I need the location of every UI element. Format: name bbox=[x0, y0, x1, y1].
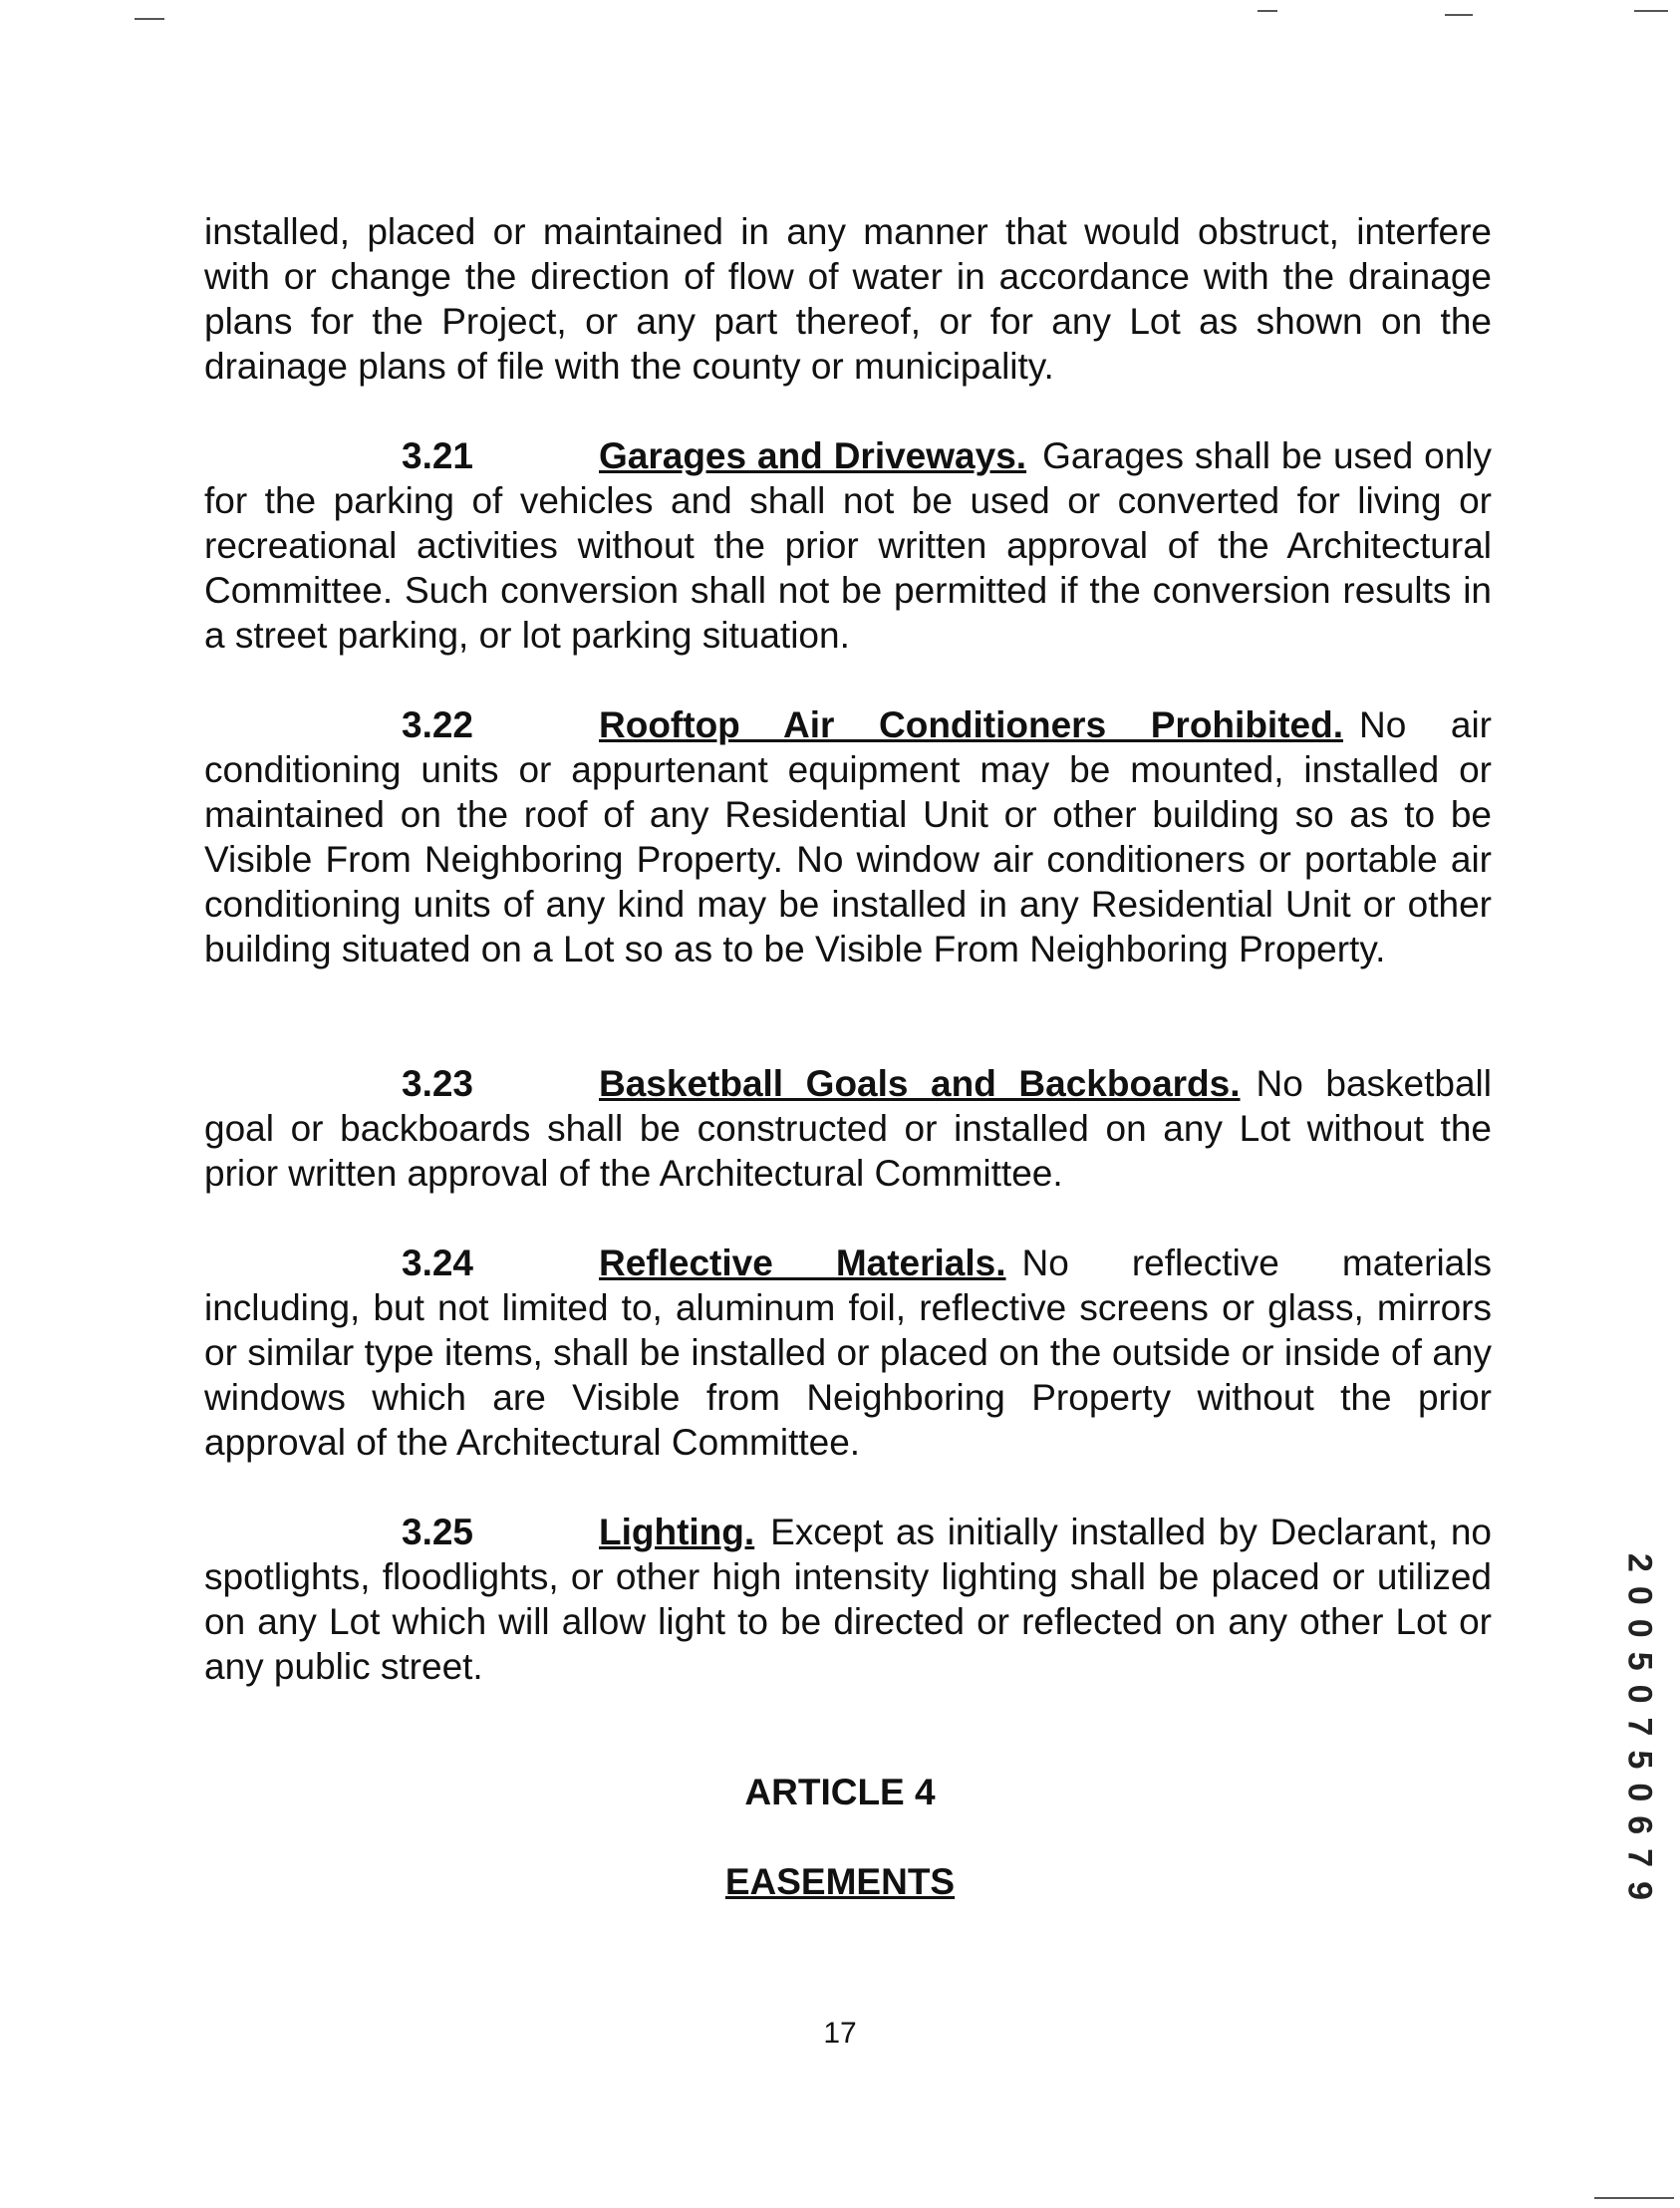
section-body: Except as initially installed by Declarant, no spotlights, floodlights, or other high intensity lighting shall be placed or utilized on any Lot which will allow light to be directed or reflected on any other Lot or any public street. bbox=[204, 1512, 1492, 1687]
section-number: 3.21 bbox=[402, 435, 474, 476]
section-number: 3.23 bbox=[402, 1063, 474, 1104]
section-3-21 bbox=[204, 433, 1492, 658]
section-body: Garages shall be used only for the parking of vehicles and shall not be used or converted for living or recreational activities without the prior written approval of the Architectural Committee. Such conversion shall not be permitted if the conversion results in a street parking, or lot parking situation. bbox=[204, 435, 1493, 656]
section-number: 3.24 bbox=[402, 1242, 474, 1283]
article-title bbox=[0, 1861, 1680, 1903]
section-title: Rooftop Air Conditioners Prohibited. bbox=[599, 704, 1343, 745]
section-3-22 bbox=[204, 702, 1492, 971]
scan-mark bbox=[1258, 10, 1277, 12]
continuation-text: installed, placed or maintained in any manner that would obstruct, interfere with or change the direction of flow of water in accordance with the drainage plans for the Project, or any part thereof, or for any Lot as shown on the drainage plans of file with the county or municipality. bbox=[204, 211, 1492, 387]
recording-stamp bbox=[1619, 1552, 1659, 1915]
section-3-25 bbox=[204, 1510, 1492, 1689]
section-title: Basketball Goals and Backboards. bbox=[599, 1063, 1241, 1104]
section-title: Garages and Driveways. bbox=[599, 435, 1027, 476]
article-title-text: EASEMENTS bbox=[724, 1861, 956, 1902]
section-title: Reflective Materials. bbox=[599, 1242, 1006, 1283]
page-number: 17 bbox=[823, 2017, 857, 2050]
section-body: No basketball goal or backboards shall be constructed or installed on any Lot without the prior written approval of the Architectural Committee. bbox=[204, 1063, 1492, 1194]
section-body: No reflective materials including, but not limited to, aluminum foil, reflective screens or glass, mirrors or similar type items, shall be installed or placed on the outside or inside of any windows which are Visible from Neighboring Property without the prior approval of the Architectural Committee. bbox=[204, 1242, 1492, 1463]
section-number: 3.25 bbox=[402, 1512, 474, 1552]
continuation-paragraph bbox=[204, 209, 1492, 389]
scan-mark bbox=[1594, 2197, 1674, 2199]
scan-mark bbox=[135, 18, 164, 20]
section-body: No air conditioning units or appurtenant equipment may be mounted, installed or maintained on the roof of any Residential Unit or other building so as to be Visible From Neighboring Property. No window air conditioners or portable air conditioning units of any kind may be installed in any Residential Unit or other building situated on a Lot so as to be Visible From Neighboring Property. bbox=[204, 704, 1493, 969]
section-title: Lighting. bbox=[599, 1512, 755, 1552]
scan-mark bbox=[1445, 14, 1473, 16]
section-3-23 bbox=[204, 1061, 1492, 1196]
article-heading: ARTICLE 4 bbox=[744, 1772, 936, 1812]
scan-mark bbox=[1634, 10, 1668, 12]
section-number: 3.22 bbox=[402, 704, 474, 745]
section-3-24 bbox=[204, 1241, 1492, 1465]
recording-stamp-text: 20050750679 bbox=[1620, 1552, 1659, 1915]
